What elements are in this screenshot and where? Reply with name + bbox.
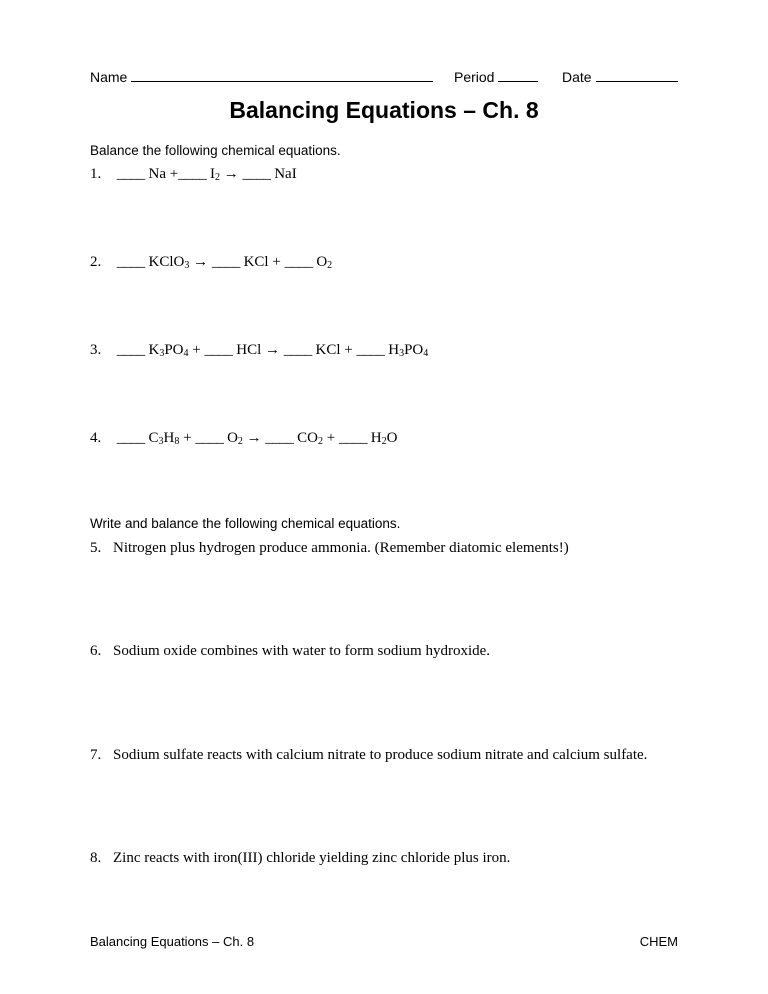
species: HCl <box>236 342 262 358</box>
arrow-icon: → <box>223 166 239 182</box>
footer-left: Balancing Equations – Ch. 8 <box>90 934 255 949</box>
species: $CO_2$ <box>297 430 324 447</box>
word-problem-8 <box>90 850 510 867</box>
date-field[interactable] <box>562 67 678 85</box>
equation-4 <box>90 430 397 447</box>
coefficient-blank[interactable]: ____ <box>356 342 385 358</box>
coefficient-blank[interactable]: ____ <box>116 342 145 358</box>
arrow-icon: → <box>265 342 281 358</box>
date-blank-line[interactable] <box>596 67 678 82</box>
species: $O_2$ <box>316 254 333 271</box>
page-title: Balancing Equations – Ch. 8 <box>229 97 539 123</box>
coefficient-blank[interactable]: ____ <box>283 342 312 358</box>
plus-sign: + <box>344 342 353 358</box>
plus-sign: + <box>326 430 336 446</box>
species: KClO$_3$ <box>148 254 190 271</box>
header-fields <box>90 67 680 85</box>
problem-text: Nitrogen plus hydrogen produce ammonia. (Remember diatomic elements!) <box>113 540 569 556</box>
species: NaI <box>274 166 297 182</box>
period-blank-line[interactable] <box>498 67 538 82</box>
coefficient-blank[interactable]: ____ <box>204 342 233 358</box>
footer-right: CHEM <box>639 934 678 949</box>
item-number: 5. <box>90 540 102 556</box>
coefficient-blank[interactable]: ____ <box>116 430 145 446</box>
name-blank-line[interactable] <box>131 67 433 82</box>
word-problem-6 <box>90 643 490 660</box>
section1-instruction: Balance the following chemical equations. <box>90 143 341 158</box>
coefficient-blank[interactable]: ____ <box>242 166 271 182</box>
item-number: 6. <box>90 643 102 659</box>
equation-1 <box>90 166 297 183</box>
item-number: 1. <box>90 166 102 182</box>
species: $O_2$ <box>227 430 243 447</box>
plus-sign: + <box>183 430 192 446</box>
problem-text: Sodium sulfate reacts with calcium nitrate to produce sodium nitrate and calcium sulfate. <box>113 747 648 763</box>
word-problem-5 <box>90 540 569 557</box>
coefficient-blank[interactable]: ____ <box>211 254 240 270</box>
item-number: 8. <box>90 850 102 866</box>
coefficient-blank[interactable]: ____ <box>265 430 294 446</box>
period-label: Period <box>454 69 495 85</box>
arrow-icon: → <box>193 254 209 270</box>
species: KCl <box>315 342 341 358</box>
equation-2 <box>90 254 332 271</box>
species: $K_3PO_4$ <box>148 342 189 359</box>
problem-text: Zinc reacts with iron(III) chloride yielding zinc chloride plus iron. <box>113 850 511 866</box>
coefficient-blank[interactable]: ____ <box>178 166 207 182</box>
item-number: 3. <box>90 342 102 358</box>
item-number: 4. <box>90 430 102 446</box>
section2-instruction: Write and balance the following chemical equations. <box>90 516 401 531</box>
species: $H_2O$ <box>370 430 398 447</box>
coefficient-blank[interactable]: ____ <box>284 254 313 270</box>
word-problem-7 <box>90 747 647 764</box>
arrow-icon: → <box>246 430 262 446</box>
plus-sign: + <box>192 342 201 358</box>
item-number: 2. <box>90 254 102 270</box>
species: $I_2$ <box>209 166 220 183</box>
species: KCl <box>243 254 269 270</box>
problem-text: Sodium oxide combines with water to form sodium hydroxide. <box>113 643 491 659</box>
species: Na <box>148 166 166 182</box>
coefficient-blank[interactable]: ____ <box>116 254 145 270</box>
plus-sign: + <box>272 254 281 270</box>
coefficient-blank[interactable]: ____ <box>116 166 145 182</box>
name-label: Name <box>90 69 128 85</box>
coefficient-blank[interactable]: ____ <box>195 430 224 446</box>
date-label: Date <box>562 69 592 85</box>
name-field[interactable] <box>90 67 433 85</box>
coefficient-blank[interactable]: ____ <box>338 430 367 446</box>
plus-sign: + <box>169 166 179 182</box>
species: $C_3H_8$ <box>148 430 180 447</box>
species: $H_3PO_4$ <box>388 342 429 359</box>
period-field[interactable] <box>454 67 538 85</box>
equation-3 <box>90 342 428 359</box>
item-number: 7. <box>90 747 102 763</box>
